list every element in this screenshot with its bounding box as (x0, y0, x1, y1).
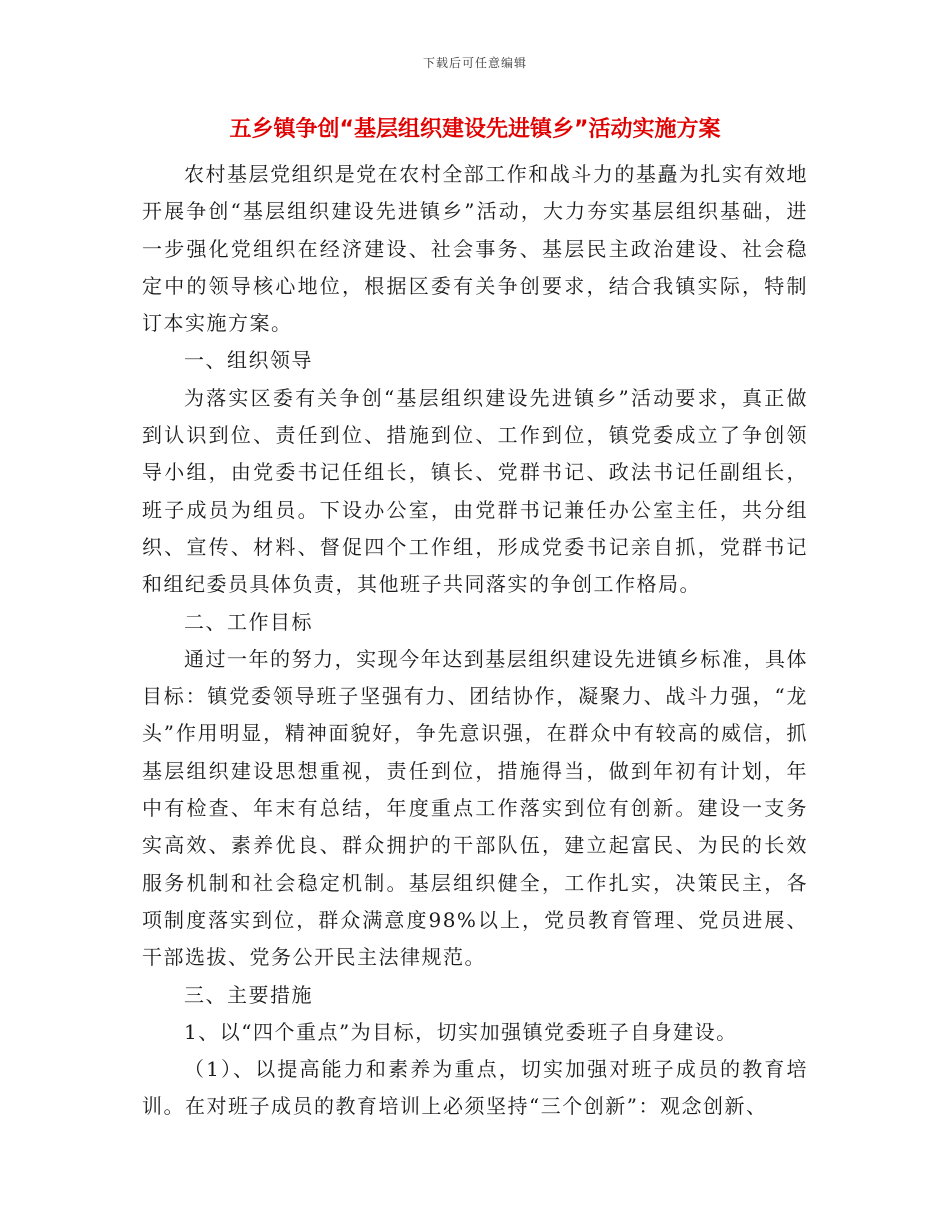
header-note: 下载后可任意编辑 (422, 56, 527, 70)
paragraph-intro: 农村基层党组织是党在农村全部工作和战斗力的基矗为扎实有效地开展争创“基层组织建设先进镇乡”活动，大力夯实基层组织基础，进一步强化党组织在经济建设、社会事务、基层民主政治建设、社会稳定中的领导核心地位，根据区委有关争创要求，结合我镇实际，特制订本实施方案。 (142, 162, 808, 336)
section-heading-measures: 三、主要措施 (184, 982, 313, 1007)
paragraph-measure-1-1: （1）、以提高能力和素养为重点，切实加强对班子成员的教育培训。在对班子成员的教育培训上必须坚持“三个创新”：观念创新、 (142, 1057, 808, 1119)
document-body (142, 156, 808, 1126)
paragraph-measure-1: 1、以“四个重点”为目标，切实加强镇党委班子自身建设。 (184, 1019, 738, 1044)
section-heading-organization: 一、组织领导 (184, 348, 313, 373)
paragraph-goals: 通过一年的努力，实现今年达到基层组织建设先进镇乡标准，具体目标：镇党委领导班子坚强有力、团结协作，凝聚力、战斗力强，“龙头”作用明显，精神面貌好，争先意识强，在群众中有较高的威信，抓基层组织建设思想重视，责任到位，措施得当，做到年初有计划，年中有检查、年末有总结，年度重点工作落实到位有创新。建设一支务实高效、素养优良、群众拥护的干部队伍，建立起富民、为民的长效服务机制和社会稳定机制。基层组织健全，工作扎实，决策民主，各项制度落实到位，群众满意度98%以上，党员教育管理、党员进展、干部选拔、党务公开民主法律规范。 (142, 646, 808, 970)
paragraph-organization: 为落实区委有关争创“基层组织建设先进镇乡”活动要求，真正做到认识到位、责任到位、措施到位、工作到位，镇党委成立了争创领导小组，由党委书记任组长，镇长、党群书记、政法书记任副组长，班子成员为组员。下设办公室，由党群书记兼任办公室主任，共分组织、宣传、材料、督促四个工作组，形成党委书记亲自抓，党群书记和组纪委员具体负责，其他班子共同落实的争创工作格局。 (142, 385, 808, 597)
section-heading-goals: 二、工作目标 (184, 609, 313, 634)
document-title: 五乡镇争创“基层组织建设先进镇乡”活动实施方案 (229, 117, 721, 142)
